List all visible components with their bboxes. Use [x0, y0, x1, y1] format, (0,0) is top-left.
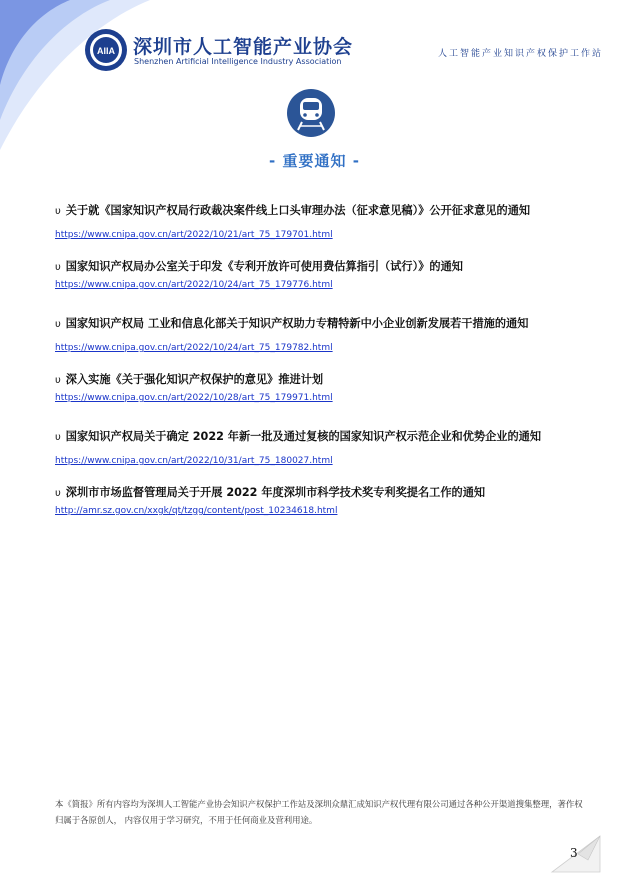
bullet-icon: υ [55, 262, 61, 273]
notice-link[interactable]: https://www.cnipa.gov.cn/art/2022/10/24/art_75_179776.html [55, 280, 333, 290]
notice-title: υ 关于就《国家知识产权局行政裁决案件线上口头审理办法（征求意见稿）》公开征求意见的通知 [55, 204, 531, 217]
notice-link[interactable]: https://www.cnipa.gov.cn/art/2022/10/21/art_75_179701.html [55, 230, 333, 240]
station-name: 人工智能产业知识产权保护工作站 [437, 49, 603, 59]
notice-link[interactable]: https://www.cnipa.gov.cn/art/2022/10/31/art_75_180027.html [55, 456, 333, 466]
corner-decoration [0, 0, 200, 150]
notice-title: υ 深入实施《关于强化知识产权保护的意见》推进计划 [55, 373, 324, 386]
train-icon [286, 88, 336, 138]
notice-title: υ 国家知识产权局 工业和信息化部关于知识产权助力专精特新中小企业创新发展若干措施的通知 [55, 317, 529, 330]
bullet-icon: υ [55, 432, 61, 443]
page-number: 3 [570, 846, 578, 860]
list-item [55, 371, 585, 404]
notice-title: υ 国家知识产权局关于确定 2022 年新一批及通过复核的国家知识产权示范企业和优势企业的通知 [55, 430, 542, 443]
bullet-icon: υ [55, 319, 61, 330]
notice-link[interactable]: http://amr.sz.gov.cn/xxgk/qt/tzgg/content/post_10234618.html [55, 506, 338, 516]
notice-link[interactable]: https://www.cnipa.gov.cn/art/2022/10/28/art_75_179971.html [55, 393, 333, 403]
association-logo [84, 28, 128, 72]
notice-list [55, 195, 585, 534]
list-item [55, 195, 585, 241]
notice-link[interactable]: https://www.cnipa.gov.cn/art/2022/10/24/art_75_179782.html [55, 343, 333, 353]
list-item [55, 484, 585, 517]
copyright-note: 本《简报》所有内容均为深圳人工智能产业协会知识产权保护工作站及深圳众鼎汇成知识产权代理有限公司通过各种公开渠道搜集整理，著作权归属于各原创人， 内容仅用于学习研究，不用于任何商业及营利用途。 [55, 799, 583, 825]
list-item [55, 258, 585, 291]
notice-title: υ 深圳市市场监督管理局关于开展 2022 年度深圳市科学技术奖专利奖提名工作的通知 [55, 486, 486, 499]
bullet-icon: υ [55, 488, 61, 499]
org-name-cn: 深圳市人工智能产业协会 [133, 36, 354, 58]
org-name-en: Shenzhen Artificial Intelligence Industry Association [134, 57, 342, 66]
notice-title: υ 国家知识产权局办公室关于印发《专利开放许可使用费估算指引（试行）》的通知 [55, 260, 463, 273]
bullet-icon: υ [55, 206, 61, 217]
bullet-icon: υ [55, 375, 61, 386]
svg-text:AIIA: AIIA [97, 46, 115, 56]
list-item [55, 308, 585, 354]
section-title: - 重要通知 - [269, 152, 360, 170]
list-item [55, 421, 585, 467]
